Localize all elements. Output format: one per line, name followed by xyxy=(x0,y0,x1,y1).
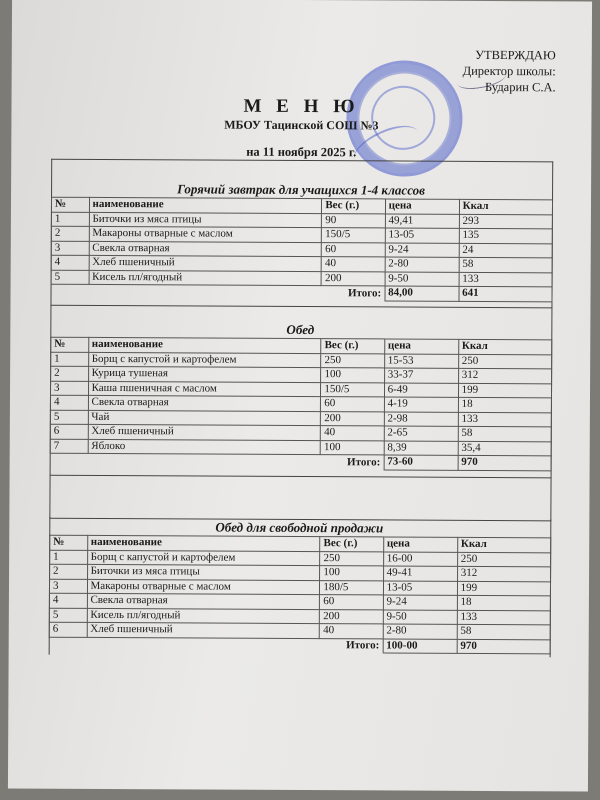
column-header: Вес (г.) xyxy=(320,537,383,552)
table-cell: Яблоко xyxy=(88,439,321,455)
table-cell: 13-05 xyxy=(385,228,459,243)
table-cell: 6 xyxy=(49,622,87,637)
table-cell: 24 xyxy=(459,243,552,258)
total-price: 84,00 xyxy=(385,286,459,301)
breakfast-table xyxy=(50,197,553,302)
table-cell: 40 xyxy=(321,257,384,272)
column-header: наименование xyxy=(88,337,321,353)
table-cell: Хлеб пшеничный xyxy=(87,622,320,638)
column-header: цена xyxy=(385,199,459,214)
table-cell: 35,4 xyxy=(458,441,551,456)
table-cell: 100 xyxy=(320,566,383,581)
table-cell: 5 xyxy=(51,270,89,285)
table-cell: 6-49 xyxy=(384,382,458,397)
table-cell: 200 xyxy=(320,609,383,624)
table-cell: Каша пшеничная с маслом xyxy=(88,381,321,397)
table-cell: 40 xyxy=(321,426,384,441)
table-cell: 200 xyxy=(321,411,384,426)
free-sale-table xyxy=(49,535,552,655)
column-header: наименование xyxy=(87,535,320,551)
total-kcal: 970 xyxy=(457,639,550,654)
total-label: Итого: xyxy=(51,284,385,300)
table-cell: 9-24 xyxy=(383,595,457,610)
column-header: цена xyxy=(383,537,457,552)
menu-sheet xyxy=(8,0,592,792)
table-cell: 133 xyxy=(457,610,550,625)
table-cell: 100 xyxy=(321,440,384,455)
approval-name: Бударин С.А. xyxy=(484,79,556,95)
table-cell: 3 xyxy=(51,241,89,256)
table-cell: Биточки из мяса птицы xyxy=(87,564,320,580)
table-cell: Курица тушеная xyxy=(88,366,321,382)
table-cell: 4-19 xyxy=(384,397,458,412)
table-cell: Кисель пл/ягодный xyxy=(89,270,322,286)
table-cell: 133 xyxy=(458,412,551,427)
table-cell: 60 xyxy=(320,595,383,610)
column-header: № xyxy=(51,337,89,352)
column-header: наименование xyxy=(89,197,322,213)
table-cell: 293 xyxy=(459,214,552,229)
table-cell: Кисель пл/ягодный xyxy=(87,608,320,624)
total-price: 73-60 xyxy=(384,455,458,470)
total-label: Итого: xyxy=(50,453,384,469)
school-name: МБОУ Тацинской СОШ №3 xyxy=(224,117,379,133)
table-cell: 1 xyxy=(51,212,89,227)
table-cell: 4 xyxy=(49,593,87,608)
table-cell: 58 xyxy=(459,257,552,272)
table-cell: 2-80 xyxy=(383,624,457,639)
table-cell: 16-00 xyxy=(383,551,457,566)
table-cell: 100 xyxy=(321,368,384,383)
column-header: Вес (г.) xyxy=(322,199,385,214)
table-cell: Свекла отварная xyxy=(88,395,321,411)
total-row xyxy=(51,284,552,301)
table-cell: 199 xyxy=(457,581,550,596)
table-cell: 250 xyxy=(320,551,383,566)
table-cell: 180/5 xyxy=(320,580,383,595)
table-cell: 7 xyxy=(50,439,88,454)
free-sale-title: Обед для свободной продажи xyxy=(215,519,384,536)
table-cell: 2 xyxy=(51,366,89,381)
table-cell: Борщ с капустой и картофелем xyxy=(88,352,321,368)
total-row xyxy=(49,637,550,654)
table-cell: 250 xyxy=(321,353,384,368)
table-cell: 18 xyxy=(457,595,550,610)
table-cell: 9-50 xyxy=(385,271,459,286)
table-cell: Макароны отварные с маслом xyxy=(89,226,322,242)
table-cell: 200 xyxy=(321,271,384,286)
page-title: М Е Н Ю xyxy=(243,95,360,118)
column-header: № xyxy=(50,535,88,550)
total-label: Итого: xyxy=(49,637,383,653)
table-cell: 150/5 xyxy=(322,228,385,243)
table-cell: 49-41 xyxy=(383,566,457,581)
table-cell: Чай xyxy=(88,410,321,426)
column-header: Вес (г.) xyxy=(321,339,384,354)
column-header: № xyxy=(51,197,89,212)
column-header: Ккал xyxy=(458,339,551,354)
total-kcal: 970 xyxy=(458,455,551,470)
table-cell: 1 xyxy=(50,550,88,565)
table-cell: Хлеб пшеничный xyxy=(88,424,321,440)
lunch-table xyxy=(50,337,553,471)
lunch-title: Обед xyxy=(286,321,315,338)
table-cell: 2-98 xyxy=(384,411,458,426)
table-cell: Свекла отварная xyxy=(87,593,320,609)
table-cell: Хлеб пшеничный xyxy=(89,255,322,271)
table-cell: 49,41 xyxy=(385,213,459,228)
table-cell: 199 xyxy=(458,383,551,398)
menu-date: на 11 ноября 2025 г. xyxy=(246,144,357,160)
total-kcal: 641 xyxy=(459,286,552,301)
total-price: 100-00 xyxy=(383,638,457,653)
table-cell: 18 xyxy=(458,397,551,412)
column-header: Ккал xyxy=(459,199,552,214)
spacer-frame xyxy=(49,475,551,522)
table-cell: Свекла отварная xyxy=(89,241,322,257)
table-cell: 250 xyxy=(458,354,551,369)
table-cell: 33-37 xyxy=(384,368,458,383)
table-cell: 312 xyxy=(457,566,550,581)
table-cell: 3 xyxy=(50,381,88,396)
table-cell: 2 xyxy=(50,564,88,579)
column-header: цена xyxy=(384,339,458,354)
approval-heading: УТВЕРЖДАЮ xyxy=(475,47,556,63)
table-cell: 58 xyxy=(457,624,550,639)
table-cell: 4 xyxy=(51,255,89,270)
table-cell: 133 xyxy=(459,272,552,287)
table-cell: 60 xyxy=(321,397,384,412)
table-cell: 15-53 xyxy=(384,353,458,368)
table-cell: 312 xyxy=(458,368,551,383)
breakfast-title: Горячий завтрак для учащихся 1-4 классов xyxy=(177,181,426,198)
table-cell: 40 xyxy=(320,624,383,639)
table-cell: 9-50 xyxy=(383,609,457,624)
table-cell: 2 xyxy=(51,226,89,241)
table-cell: 5 xyxy=(49,608,87,623)
column-header: Ккал xyxy=(457,537,550,552)
table-cell: 2-65 xyxy=(384,426,458,441)
table-cell: Макароны отварные с маслом xyxy=(87,579,320,595)
table-cell: 58 xyxy=(458,426,551,441)
approval-position: Директор школы: xyxy=(462,63,556,79)
table-cell: 9-24 xyxy=(385,242,459,257)
table-cell: 1 xyxy=(51,352,89,367)
table-cell: 3 xyxy=(49,579,87,594)
table-cell: 6 xyxy=(50,424,88,439)
table-cell: 5 xyxy=(50,410,88,425)
table-cell: Биточки из мяса птицы xyxy=(89,212,322,228)
table-cell: 60 xyxy=(322,242,385,257)
table-cell: 150/5 xyxy=(321,382,384,397)
table-cell: Борщ с капустой и картофелем xyxy=(87,550,320,566)
table-cell: 13-05 xyxy=(383,580,457,595)
table-cell: 8,39 xyxy=(384,440,458,455)
table-cell: 4 xyxy=(50,395,88,410)
table-cell: 2-80 xyxy=(385,257,459,272)
table-cell: 90 xyxy=(322,213,385,228)
total-row xyxy=(50,453,551,470)
table-cell: 135 xyxy=(459,228,552,243)
table-cell: 250 xyxy=(457,552,550,567)
